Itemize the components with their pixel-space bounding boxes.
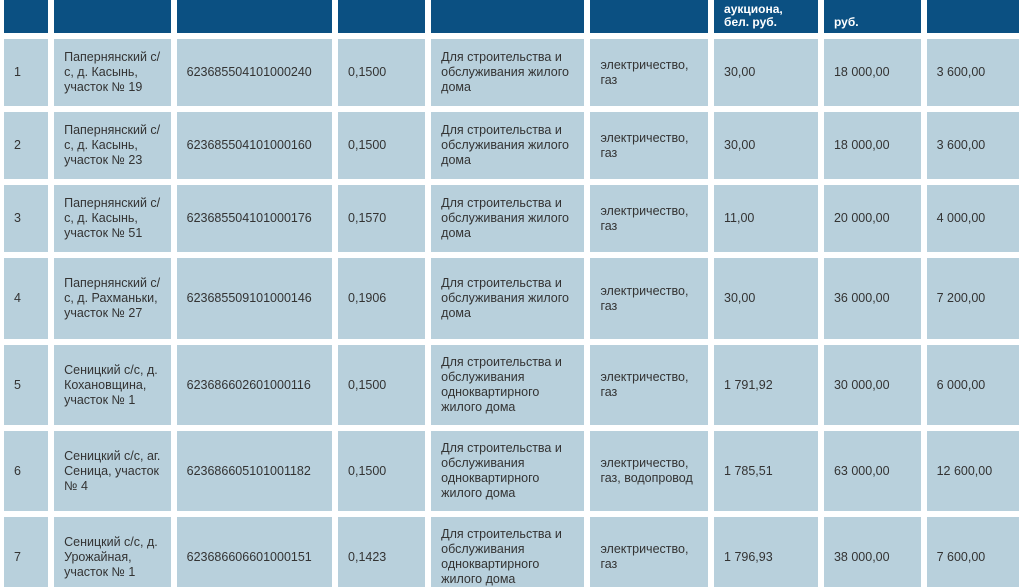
cell-address: Сеницкий с/с, д. Кохановщина, участок № 1 xyxy=(54,345,171,425)
table-row xyxy=(4,345,1019,425)
cell-num: 1 xyxy=(4,39,48,106)
cell-expenses: 30,00 xyxy=(714,258,818,339)
cell-price: 18 000,00 xyxy=(824,39,921,106)
header-cadastre xyxy=(177,0,332,33)
cell-price: 36 000,00 xyxy=(824,258,921,339)
header-purpose xyxy=(431,0,584,33)
cell-num: 4 xyxy=(4,258,48,339)
cell-address: Папернянский с/с, д. Касынь, участок № 51 xyxy=(54,185,171,252)
cell-deposit: 7 200,00 xyxy=(927,258,1019,339)
table-header-row xyxy=(4,0,1019,33)
cell-num: 5 xyxy=(4,345,48,425)
cell-num: 6 xyxy=(4,431,48,511)
cell-purpose: Для строительства и обслуживания жилого дома xyxy=(431,185,584,252)
cell-utilities: электричество, газ xyxy=(590,39,708,106)
table-row xyxy=(4,112,1019,179)
cell-expenses: 30,00 xyxy=(714,39,818,106)
cell-num: 7 xyxy=(4,517,48,587)
header-deposit xyxy=(927,0,1019,33)
table-row xyxy=(4,39,1019,106)
cell-cadastre: 623685509101000146 xyxy=(177,258,332,339)
cell-address: Папернянский с/с, д. Рахманьки, участок № 27 xyxy=(54,258,171,339)
cell-area: 0,1570 xyxy=(338,185,425,252)
cell-utilities: электричество, газ xyxy=(590,112,708,179)
cell-area: 0,1906 xyxy=(338,258,425,339)
header-area xyxy=(338,0,425,33)
cell-purpose: Для строительства и обслуживания одноквартирного жилого дома xyxy=(431,431,584,511)
cell-price: 38 000,00 xyxy=(824,517,921,587)
cell-deposit: 3 600,00 xyxy=(927,112,1019,179)
cell-deposit: 12 600,00 xyxy=(927,431,1019,511)
header-utilities xyxy=(590,0,708,33)
cell-price: 30 000,00 xyxy=(824,345,921,425)
cell-price: 63 000,00 xyxy=(824,431,921,511)
cell-expenses: 11,00 xyxy=(714,185,818,252)
cell-address: Сеницкий с/с, аг. Сеница, участок № 4 xyxy=(54,431,171,511)
cell-cadastre: 623685504101000160 xyxy=(177,112,332,179)
cell-utilities: электричество, газ xyxy=(590,258,708,339)
cell-num: 2 xyxy=(4,112,48,179)
cell-purpose: Для строительства и обслуживания одноквартирного жилого дома xyxy=(431,345,584,425)
cell-utilities: электричество, газ, водопровод xyxy=(590,431,708,511)
cell-utilities: электричество, газ xyxy=(590,345,708,425)
cell-purpose: Для строительства и обслуживания жилого дома xyxy=(431,112,584,179)
cell-cadastre: 623686606601000151 xyxy=(177,517,332,587)
cell-utilities: электричество, газ xyxy=(590,185,708,252)
cell-expenses: 1 791,92 xyxy=(714,345,818,425)
cell-expenses: 1 785,51 xyxy=(714,431,818,511)
header-address xyxy=(54,0,171,33)
cell-area: 0,1500 xyxy=(338,345,425,425)
table-row xyxy=(4,517,1019,587)
cell-area: 0,1500 xyxy=(338,431,425,511)
cell-deposit: 6 000,00 xyxy=(927,345,1019,425)
cell-price: 18 000,00 xyxy=(824,112,921,179)
cell-price: 20 000,00 xyxy=(824,185,921,252)
cell-cadastre: 623686602601000116 xyxy=(177,345,332,425)
cell-cadastre: 623686605101001182 xyxy=(177,431,332,511)
cell-area: 0,1423 xyxy=(338,517,425,587)
cell-cadastre: 623685504101000240 xyxy=(177,39,332,106)
header-num xyxy=(4,0,48,33)
table-row xyxy=(4,185,1019,252)
cell-purpose: Для строительства и обслуживания жилого дома xyxy=(431,258,584,339)
cell-address: Сеницкий с/с, д. Урожайная, участок № 1 xyxy=(54,517,171,587)
cell-purpose: Для строительства и обслуживания одноквартирного жилого дома xyxy=(431,517,584,587)
cell-area: 0,1500 xyxy=(338,39,425,106)
cell-deposit: 3 600,00 xyxy=(927,39,1019,106)
cell-expenses: 30,00 xyxy=(714,112,818,179)
cell-expenses: 1 796,93 xyxy=(714,517,818,587)
cell-deposit: 4 000,00 xyxy=(927,185,1019,252)
cell-address: Папернянский с/с, д. Касынь, участок № 19 xyxy=(54,39,171,106)
cell-purpose: Для строительства и обслуживания жилого дома xyxy=(431,39,584,106)
cell-address: Папернянский с/с, д. Касынь, участок № 23 xyxy=(54,112,171,179)
cell-cadastre: 623685504101000176 xyxy=(177,185,332,252)
cell-num: 3 xyxy=(4,185,48,252)
cell-area: 0,1500 xyxy=(338,112,425,179)
table-row xyxy=(4,258,1019,339)
header-expenses: аукциона, бел. руб. xyxy=(714,0,818,33)
table-row xyxy=(4,431,1019,511)
header-price: руб. xyxy=(824,0,921,33)
cell-deposit: 7 600,00 xyxy=(927,517,1019,587)
cell-utilities: электричество, газ xyxy=(590,517,708,587)
